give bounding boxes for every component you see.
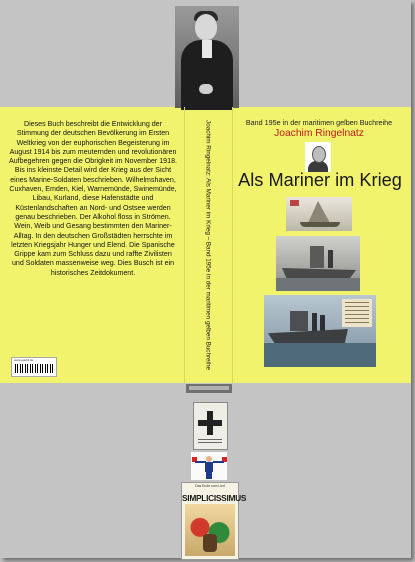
simplicissimus-magazine-image xyxy=(181,482,247,560)
barcode xyxy=(11,357,57,377)
author-sketch-image xyxy=(305,142,331,172)
warship-photo xyxy=(276,236,360,291)
series-line: Band 195e in der maritimen gelben Buchreihe xyxy=(245,118,393,127)
barcode-caption: www.epubli.de xyxy=(14,358,34,362)
magazine-logo: SIMPLICISSIMUS xyxy=(182,493,247,503)
author-portrait-photo xyxy=(175,6,239,108)
spine-right-edge xyxy=(232,107,233,383)
magazine-caption: Das Ende vom Lied xyxy=(195,484,225,488)
bottom-strip-bar xyxy=(189,386,229,390)
magazine-artwork xyxy=(185,504,235,556)
warship-postcard-image xyxy=(264,295,376,367)
back-cover-blurb: Dieses Buch beschreibt die Entwicklung der Stimmung der deutschen Bevölkerung im Ersten Weltkrieg von der euphorischen Begeisterung im August 1914 bis zum meuternden und revolutionären Aufbegehren gegen die Obrigkeit im November 1918. Bis ins kleinste Detail wird der Krieg aus der Sicht eines Marine-Soldaten beschrieben. Wilhelmshaven, Cuxhaven, Emden, Kiel, Warnemünde, Swinemünde, Libau, Kurland, diese Hafenstädte und Küstenlandschaften an Nord- und Ostsee werden genau beschrieben. Der Alkohol floss in Strömen. Wein, Weib und Gesang bestimmten den Mariner-Alltag. In den deutschen Großstädten herrschte im letzten Kriegsjahr Hunger und Elend. Die Spanische Grippe kam zum Schluss dazu und raffte Zivilisten und Soldaten massenweise weg. Dies Busch ist ein historisches Zeitdokument. xyxy=(9,120,177,277)
book-title: Als Mariner im Krieg xyxy=(238,170,402,190)
spine-title: Joachim Ringelnatz: Als Mariner im Krieg – Band 195e in der maritimen gelben Buchreihe xyxy=(204,120,212,370)
signal-sailor-image xyxy=(191,452,227,480)
author-name: Joachim Ringelnatz xyxy=(274,128,364,139)
barcode-icon xyxy=(15,364,53,373)
iron-cross-card-image xyxy=(193,402,228,450)
spine-left-edge xyxy=(184,107,185,383)
sailboat-image xyxy=(286,197,352,231)
